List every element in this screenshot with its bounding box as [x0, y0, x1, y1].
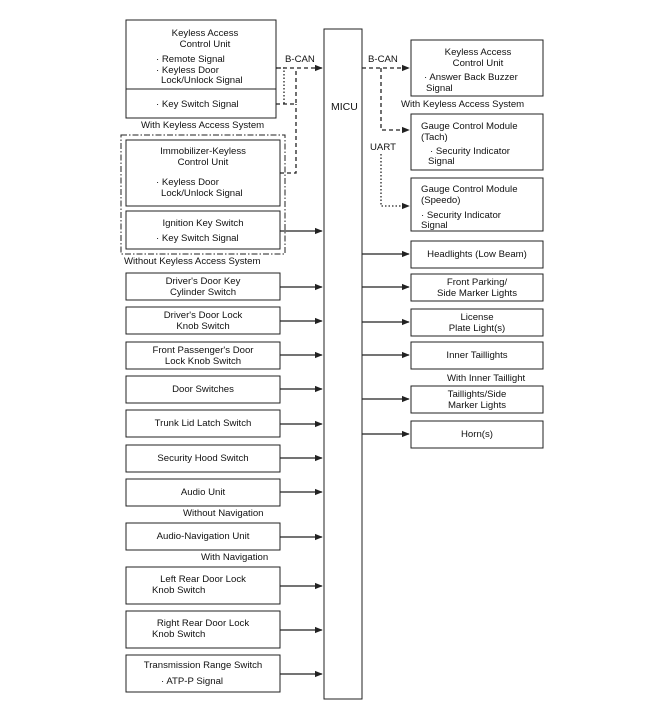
front-passenger-lock-line-2: Lock Knob Switch: [164, 356, 242, 367]
security-hood-label: Security Hood Switch: [157, 453, 249, 464]
door-switches-label: Door Switches: [172, 384, 234, 395]
immobilizer-title-1: Immobilizer-Keyless: [160, 146, 246, 157]
gauge-tach-item-2: Signal: [428, 156, 455, 167]
immobilizer-item-2: Lock/Unlock Signal: [161, 188, 243, 199]
keyless-right-item-1: · Answer Back Buzzer: [424, 72, 518, 83]
gauge-speedo-title-1: Gauge Control Module: [421, 184, 518, 195]
immobilizer-title-2: Control Unit: [177, 157, 229, 168]
immobilizer-item-1: · Keyless Door: [156, 177, 219, 188]
license-plate-line-1: License: [460, 312, 494, 323]
audio-navigation-label: Audio-Navigation Unit: [156, 531, 250, 542]
gauge-speedo-item-2: Signal: [421, 220, 448, 231]
bcan-right-label: B-CAN: [368, 54, 398, 65]
taillights-side-line-1: Taillights/Side: [447, 389, 507, 400]
right-rear-lock-line-2: Knob Switch: [152, 629, 206, 640]
keyless-right-title-1: Keyless Access: [444, 47, 512, 58]
keyless-right-title-2: Control Unit: [452, 58, 504, 69]
bcan-keyless-link: [276, 68, 296, 104]
keyless-unit-item-2: · Keyless Door: [156, 65, 219, 76]
drivers-door-key-line-2: Cylinder Switch: [169, 287, 237, 298]
bcan-left-label: B-CAN: [285, 54, 315, 65]
keyless-right-note: With Keyless Access System: [401, 99, 525, 110]
gauge-tach-item-1: · Security Indicator: [430, 146, 510, 157]
drivers-door-lock-line-1: Driver's Door Lock: [163, 310, 243, 321]
without-navigation-note: Without Navigation: [183, 508, 264, 519]
gauge-speedo-title-2: (Speedo): [421, 195, 461, 206]
keyless-unit-item-1: · Remote Signal: [156, 54, 225, 65]
gauge-tach-title-2: (Tach): [421, 132, 448, 143]
right-rear-lock-line-1: Right Rear Door Lock: [156, 618, 250, 629]
micu-box: [324, 29, 362, 699]
transmission-range-line-2: · ATP-P Signal: [161, 676, 224, 687]
with-inner-taillight-note: With Inner Taillight: [447, 373, 526, 384]
gauge-speedo-item-1: · Security Indicator: [421, 210, 501, 221]
keyless-unit-item-3: Lock/Unlock Signal: [161, 75, 243, 86]
with-navigation-note: With Navigation: [201, 552, 269, 563]
left-rear-lock-line-1: Left Rear Door Lock: [160, 574, 246, 585]
inner-taillights-label: Inner Taillights: [446, 350, 508, 361]
front-parking-line-1: Front Parking/: [446, 277, 508, 288]
keyless-right-item-2: Signal: [426, 83, 453, 94]
front-passenger-lock-line-1: Front Passenger's Door: [152, 345, 254, 356]
taillights-side-line-2: Marker Lights: [447, 400, 507, 411]
license-plate-line-2: Plate Light(s): [448, 323, 506, 334]
audio-unit-label: Audio Unit: [180, 487, 226, 498]
headlights-label: Headlights (Low Beam): [427, 249, 527, 260]
gauge-tach-title-1: Gauge Control Module: [421, 121, 518, 132]
micu-label: MICU: [331, 101, 358, 113]
keyless-unit-title-1: Keyless Access: [171, 28, 239, 39]
drivers-door-lock-line-2: Knob Switch: [176, 321, 230, 332]
transmission-range-line-1: Transmission Range Switch: [143, 660, 263, 671]
keyless-unit-key-switch: · Key Switch Signal: [156, 99, 239, 110]
keyless-unit-note: With Keyless Access System: [141, 120, 265, 131]
without-keyless-note: Without Keyless Access System: [124, 256, 261, 267]
bcan-left-dotted-tie: [276, 68, 284, 104]
keyless-unit-title-2: Control Unit: [179, 39, 231, 50]
uart-label: UART: [370, 142, 396, 153]
uart-speedo-arrow: [381, 154, 409, 206]
front-parking-line-2: Side Marker Lights: [437, 288, 517, 299]
drivers-door-key-line-1: Driver's Door Key: [165, 276, 241, 287]
left-rear-lock-line-2: Knob Switch: [152, 585, 206, 596]
bcan-immobilizer-link: [280, 104, 296, 173]
ignition-key-switch-title: Ignition Key Switch: [162, 218, 244, 229]
trunk-lid-label: Trunk Lid Latch Switch: [154, 418, 252, 429]
horn-label: Horn(s): [461, 429, 493, 440]
ignition-key-switch-signal: · Key Switch Signal: [156, 233, 239, 244]
